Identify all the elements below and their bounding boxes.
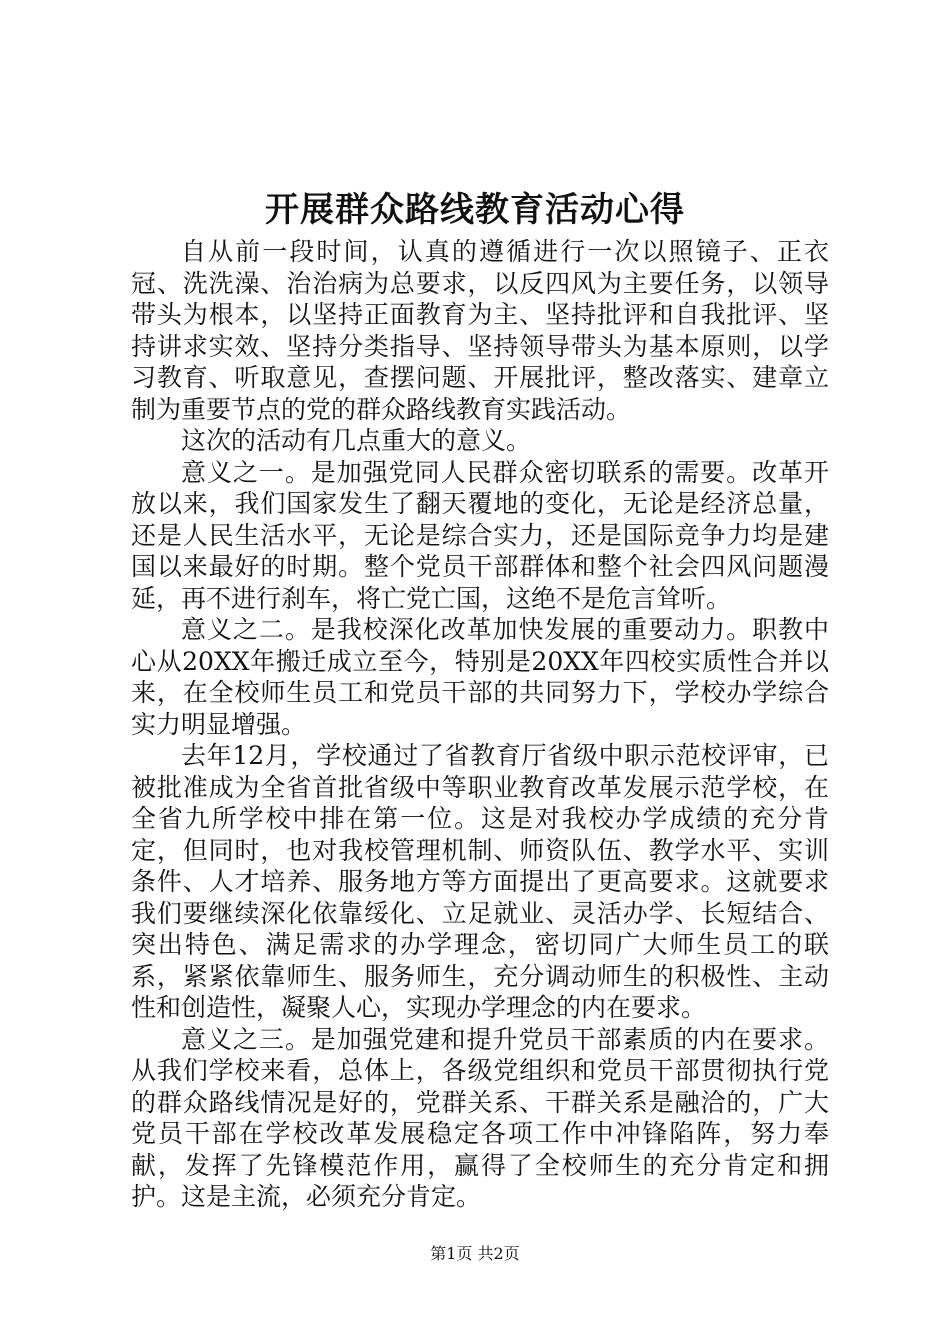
paragraph-last-december: 去年12月，学校通过了省教育厅省级中职示范校评审，已被批准成为全省首批省级中等职业教育改革发展示范学校，在全省九所学校中排在第一位。这是对我校办学成绩的充分肯定，但同时，也对我校管理机制、师资队伍、教学水平、实训条件、人才培养、服务地方等方面提出了更高要求。这就要求我们要继续深化依靠绥化、立足就业、灵活办学、长短结合、突出特色、满足需求的办学理念，密切同广大师生员工的联系，紧紧依靠师生、服务师生，充分调动师生的积极性、主动性和创造性，凝聚人心，实现办学理念的内在要求。 xyxy=(131,741,829,1022)
document-title: 开展群众路线教育活动心得 xyxy=(265,190,685,230)
paragraph-significance-two: 意义之二。是我校深化改革加快发展的重要动力。职教中心从20XX年搬迁成立至今，特别是20XX年四校实质性合并以来，在全校师生员工和党员干部的共同努力下，学校办学综合实力明显增强。 xyxy=(131,615,829,739)
paragraph-significance-three: 意义之三。是加强党建和提升党员干部素质的内在要求。从我们学校来看，总体上，各级党组织和党员干部贯彻执行党的群众路线情况是好的，党群关系、干群关系是融洽的，广大党员干部在学校改革发展稳定各项工作中冲锋陷阵，努力奉献，发挥了先锋模范作用，赢得了全校师生的充分肯定和拥护。这是主流，必须充分肯定。 xyxy=(131,1024,829,1211)
paragraph-intro: 自从前一段时间，认真的遵循进行一次以照镜子、正衣冠、洗洗澡、治治病为总要求，以反四风为主要任务，以领导带头为根本，以坚持正面教育为主、坚持批评和自我批评、坚持讲求实效、坚持分类指导、坚持领导带头为基本原则，以学习教育、听取意见，查摆问题、开展批评，整改落实、建章立制为重要节点的党的群众路线教育实践活动。 xyxy=(131,237,829,424)
page-footer: 第1页 共2页 xyxy=(430,1244,520,1263)
paragraph-significance-lead: 这次的活动有几点重大的意义。 xyxy=(181,426,532,455)
paragraph-significance-one: 意义之一。是加强党同人民群众密切联系的需要。改革开放以来，我们国家发生了翻天覆地的变化，无论是经济总量，还是人民生活水平，无论是综合实力，还是国际竞争力均是建国以来最好的时期。整个党员干部群体和整个社会四风问题漫延，再不进行刹车，将亡党亡国，这绝不是危言耸听。 xyxy=(131,457,829,613)
document-body xyxy=(131,236,829,1213)
